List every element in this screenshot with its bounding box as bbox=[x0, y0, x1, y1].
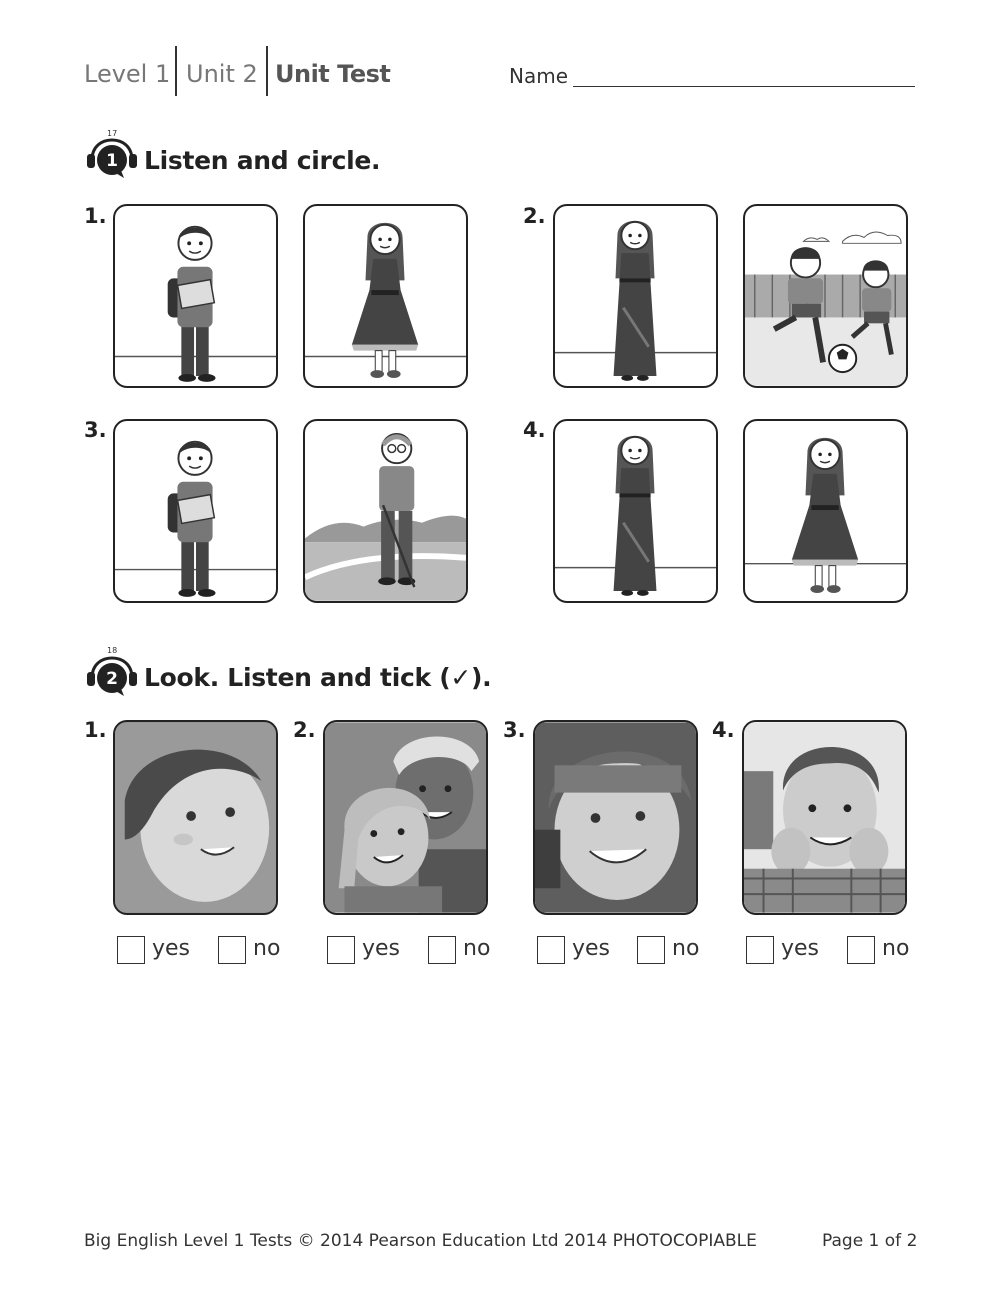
item-number: 2. bbox=[523, 204, 546, 228]
picture-girl-in-dress[interactable] bbox=[743, 419, 908, 603]
header-divider bbox=[175, 46, 177, 96]
yes-label: yes bbox=[152, 936, 191, 961]
section-number: 2 bbox=[106, 669, 118, 689]
yes-checkbox[interactable] bbox=[537, 936, 565, 964]
yes-label: yes bbox=[362, 936, 401, 961]
picture-girl-in-dress[interactable] bbox=[303, 204, 468, 388]
item-number: 2. bbox=[293, 718, 316, 742]
section-title: Listen and circle. bbox=[144, 146, 381, 175]
picture-boys-playing-football[interactable] bbox=[743, 204, 908, 388]
yes-label: yes bbox=[572, 936, 611, 961]
header-divider bbox=[266, 46, 268, 96]
no-label: no bbox=[882, 936, 910, 961]
no-checkbox[interactable] bbox=[847, 936, 875, 964]
section-title: Look. Listen and tick (✓). bbox=[144, 663, 492, 692]
audio-headphones-icon bbox=[84, 136, 140, 180]
item-number: 3. bbox=[84, 418, 107, 442]
item-number: 1. bbox=[84, 718, 107, 742]
name-field[interactable] bbox=[573, 86, 915, 87]
no-checkbox[interactable] bbox=[428, 936, 456, 964]
picture-boy-with-backpack[interactable] bbox=[113, 419, 278, 603]
photo-smiling-young-woman bbox=[533, 720, 698, 915]
item-number: 4. bbox=[523, 418, 546, 442]
picture-old-man-with-cane[interactable] bbox=[303, 419, 468, 603]
test-title: Unit Test bbox=[275, 60, 391, 88]
page-number: Page 1 of 2 bbox=[822, 1231, 918, 1251]
no-checkbox[interactable] bbox=[637, 936, 665, 964]
yes-label: yes bbox=[781, 936, 820, 961]
no-label: no bbox=[253, 936, 281, 961]
no-checkbox[interactable] bbox=[218, 936, 246, 964]
section-number: 1 bbox=[106, 151, 118, 171]
item-number: 4. bbox=[712, 718, 735, 742]
track-number: 18 bbox=[107, 646, 118, 655]
no-label: no bbox=[672, 936, 700, 961]
picture-boy-with-backpack[interactable] bbox=[113, 204, 278, 388]
yes-checkbox[interactable] bbox=[117, 936, 145, 964]
photo-smiling-boy bbox=[742, 720, 907, 915]
item-number: 1. bbox=[84, 204, 107, 228]
copyright-text: Big English Level 1 Tests © 2014 Pearson Education Ltd 2014 PHOTOCOPIABLE bbox=[84, 1231, 757, 1251]
no-label: no bbox=[463, 936, 491, 961]
level-label: Level 1 bbox=[84, 60, 171, 88]
name-label: Name bbox=[509, 64, 569, 88]
audio-headphones-icon bbox=[84, 654, 140, 698]
yes-checkbox[interactable] bbox=[746, 936, 774, 964]
yes-checkbox[interactable] bbox=[327, 936, 355, 964]
photo-smiling-older-couple bbox=[323, 720, 488, 915]
photo-smiling-young-child bbox=[113, 720, 278, 915]
track-number: 17 bbox=[107, 129, 118, 138]
item-number: 3. bbox=[503, 718, 526, 742]
picture-woman-in-long-dress[interactable] bbox=[553, 204, 718, 388]
unit-label: Unit 2 bbox=[186, 60, 258, 88]
picture-woman-in-long-dress[interactable] bbox=[553, 419, 718, 603]
